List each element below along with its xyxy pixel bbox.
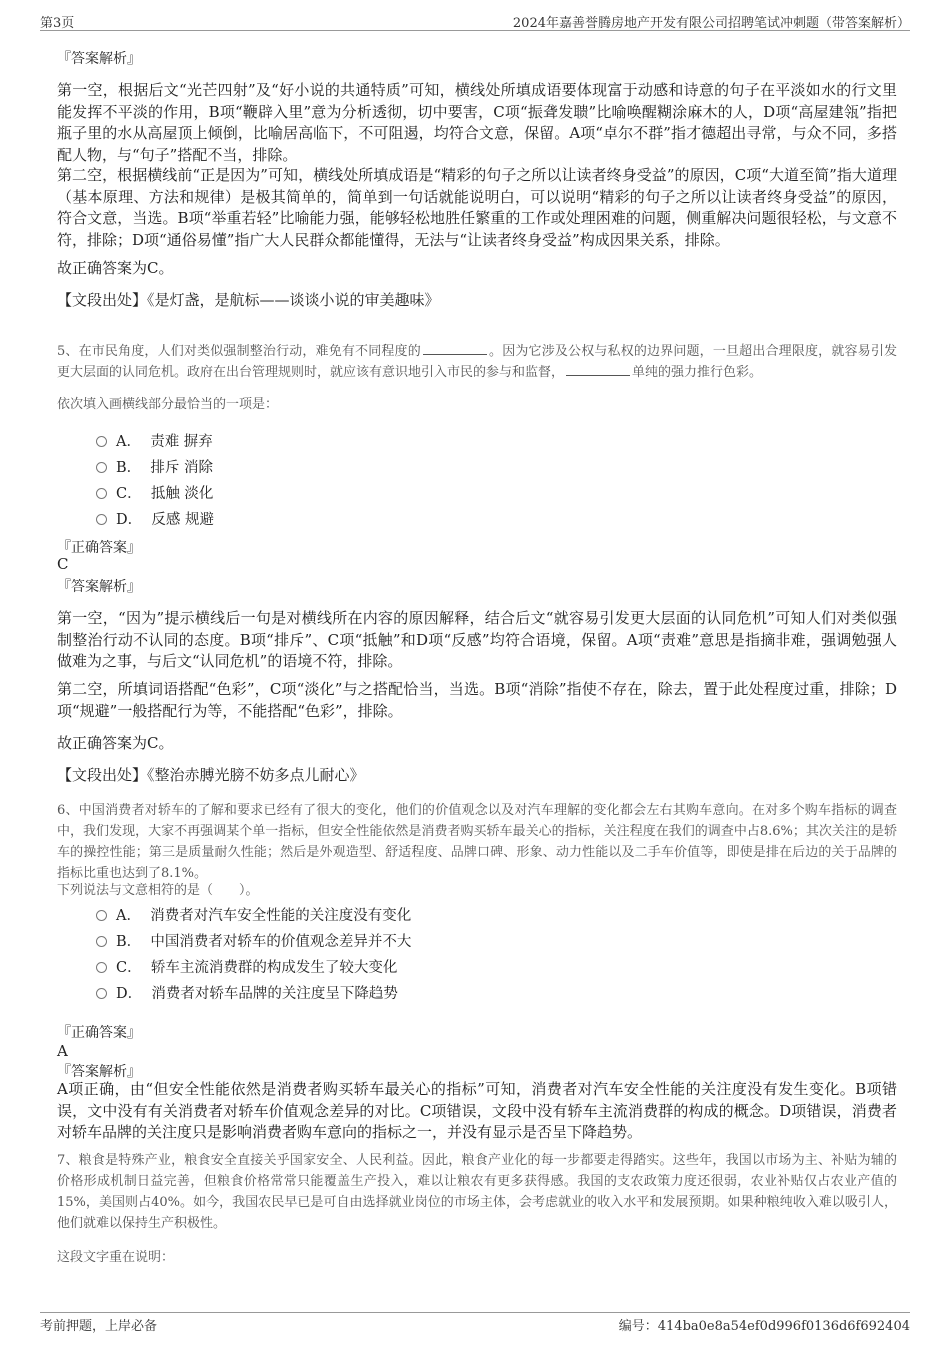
q4-analysis-p1: 第一空，根据后文“光芒四射”及“好小说的共通特质”可知，横线处所填成语要体现富于动感和诗意的句子在平淡如水的行文里能发挥不平淡的作用，B项“鞭辟入里”意为分析透彻，切中要害，C项“振聋发聩”比喻唤醒糊涂麻木的人，D项“高屋建瓴”指把瓶子里的水从高屋顶上倾倒，比喻居高临下，不可阻遏，均符合文意，保留。A项“卓尔不群”指才德超出寻常，与众不同，多搭配人物，与“句子”搭配不当，排除。 bbox=[57, 81, 897, 164]
blank-1 bbox=[423, 343, 487, 355]
q7-prompt: 这段文字重在说明： bbox=[57, 1250, 175, 1265]
q5-prompt: 依次填入画横线部分最恰当的一项是： bbox=[57, 397, 279, 412]
radio-icon[interactable] bbox=[96, 962, 107, 973]
q6-option-d[interactable]: D． 消费者对轿车品牌的关注度呈下降趋势 bbox=[96, 982, 398, 1003]
q5-stem: 5、在市民角度，人们对类似强制整治行动，难免有不同程度的 。因为它涉及公权与私权的边界问题，一旦超出合理限度，就容易引发更大层面的认同危机。政府在出台管理规则时，就应该有意识地引入市民的参与和监督， 单纯的强力推行色彩。 bbox=[57, 344, 897, 380]
q5-option-d[interactable]: D． 反感 规避 bbox=[96, 508, 214, 529]
page-header bbox=[40, 10, 910, 31]
document-id: 编号：414ba0e8a54ef0d996f0136d6f692404 bbox=[618, 1319, 910, 1334]
radio-icon[interactable] bbox=[96, 988, 107, 999]
q6-option-b[interactable]: B． 中国消费者对轿车的价值观念差异并不大 bbox=[96, 930, 411, 951]
q5-correct-label: 『正确答案』 bbox=[57, 540, 141, 556]
q5-answer: C bbox=[57, 555, 69, 573]
q5-option-b[interactable]: B． 排斥 消除 bbox=[96, 456, 213, 477]
q5-source: 【文段出处】《整治赤膊光膀不妨多点儿耐心》 bbox=[57, 766, 365, 784]
radio-icon[interactable] bbox=[96, 514, 107, 525]
q4-source: 【文段出处】《是灯盏，是航标——谈谈小说的审美趣味》 bbox=[57, 291, 440, 309]
q7-stem: 7、粮食是特殊产业，粮食安全直接关乎国家安全、人民利益。因此，粮食产业化的每一步都要走得踏实。这些年，我国以市场为主、补贴为辅的价格形成机制日益完善，但粮食价格常常只能覆盖生产投入，难以让粮农有更多获得感。我国的支农政策力度还很弱，农业补贴仅占农业产值的15%，美国则占40%。如今，我国农民早已是可自由选择就业岗位的市场主体，会考虑就业的收入水平和发展预期。如果种粮纯收入难以吸引人，他们就难以保持生产积极性。 bbox=[57, 1153, 897, 1231]
q5-analysis-label: 『答案解析』 bbox=[57, 579, 141, 595]
page-footer bbox=[40, 1312, 910, 1334]
q5-option-c[interactable]: C． 抵触 淡化 bbox=[96, 482, 213, 503]
q6-prompt: 下列说法与文意相符的是（ ）。 bbox=[57, 883, 259, 898]
q5-option-a[interactable]: A． 责难 摒弃 bbox=[96, 430, 213, 451]
footer-slogan: 考前押题，上岸必备 bbox=[40, 1319, 158, 1334]
q5-analysis-p2: 第二空，所填词语搭配“色彩”，C项“淡化”与之搭配恰当，当选。B项“消除”指使不存在，除去，置于此处程度过重，排除；D项“规避”一般搭配行为等，不能搭配“色彩”，排除。 bbox=[57, 680, 897, 720]
page-number: 第3页 bbox=[40, 16, 75, 31]
q4-analysis-p2: 第二空，根据横线前“正是因为”可知，横线处所填成语是“精彩的句子之所以让读者终身受益”的原因，C项“大道至简”指大道理（基本原理、方法和规律）是极其简单的，简单到一句话就能说明白，可以说明“精彩的句子之所以让读者终身受益”的原因，符合文意，当选。B项“举重若轻”比喻能力强，能够轻松地胜任繁重的工作或处理困难的问题，侧重解决问题很轻松，与文意不符，排除；D项“通俗易懂”指广大人民群众都能懂得，无法与“让读者终身受益”构成因果关系，排除。 bbox=[57, 166, 897, 249]
radio-icon[interactable] bbox=[96, 436, 107, 447]
q6-analysis-label: 『答案解析』 bbox=[57, 1064, 141, 1080]
radio-icon[interactable] bbox=[96, 910, 107, 921]
q6-correct-label: 『正确答案』 bbox=[57, 1025, 141, 1041]
q6-explanation: A项正确，由“但安全性能依然是消费者购买轿车最关心的指标”可知，消费者对汽车安全性能的关注度没有发生变化。B项错误，文中没有有关消费者对轿车价值观念差异的对比。C项错误，文段中没有轿车主流消费群的构成的概念。D项错误，消费者对轿车品牌的关注度只是影响消费者购车意向的指标之一，并没有显示是否呈下降趋势。 bbox=[57, 1080, 897, 1141]
q5-analysis-p1: 第一空，“因为”提示横线后一句是对横线所在内容的原因解释，结合后文“就容易引发更大层面的认同危机”可知人们对类似强制整治行动不认同的态度。B项“排斥”、C项“抵触”和D项“反感”均符合语境，保留。A项“责难”意思是指摘非难，强调勉强人做难为之事，与后文“认同危机”的语境不符，排除。 bbox=[57, 609, 897, 670]
q6-stem: 6、中国消费者对轿车的了解和要求已经有了很大的变化，他们的价值观念以及对汽车理解的变化都会左右其购车意向。在对多个购车指标的调查中，我们发现，大家不再强调某个单一指标，但安全性能依然是消费者购买轿车最关心的指标，关注程度在我们的调查中占8.6%；其次关注的是轿车的操控性能；第三是质量耐久性能；然后是外观造型、舒适程度、品牌口碑、形象、动力性能以及二手车价值等，即使是排在后边的关于品牌的指标比重也达到了8.1%。 bbox=[57, 803, 897, 881]
radio-icon[interactable] bbox=[96, 488, 107, 499]
q6-option-a[interactable]: A． 消费者对汽车安全性能的关注度没有变化 bbox=[96, 904, 411, 925]
q6-answer: A bbox=[57, 1042, 68, 1060]
q4-analysis-label: 『答案解析』 bbox=[57, 51, 141, 67]
q5-conclusion: 故正确答案为C。 bbox=[57, 734, 174, 752]
q6-option-c[interactable]: C． 轿车主流消费群的构成发生了较大变化 bbox=[96, 956, 397, 977]
radio-icon[interactable] bbox=[96, 462, 107, 473]
document-title: 2024年嘉善誉腾房地产开发有限公司招聘笔试冲刺题（带答案解析） bbox=[512, 16, 910, 31]
q4-conclusion: 故正确答案为C。 bbox=[57, 259, 174, 277]
blank-2 bbox=[566, 364, 630, 376]
radio-icon[interactable] bbox=[96, 936, 107, 947]
